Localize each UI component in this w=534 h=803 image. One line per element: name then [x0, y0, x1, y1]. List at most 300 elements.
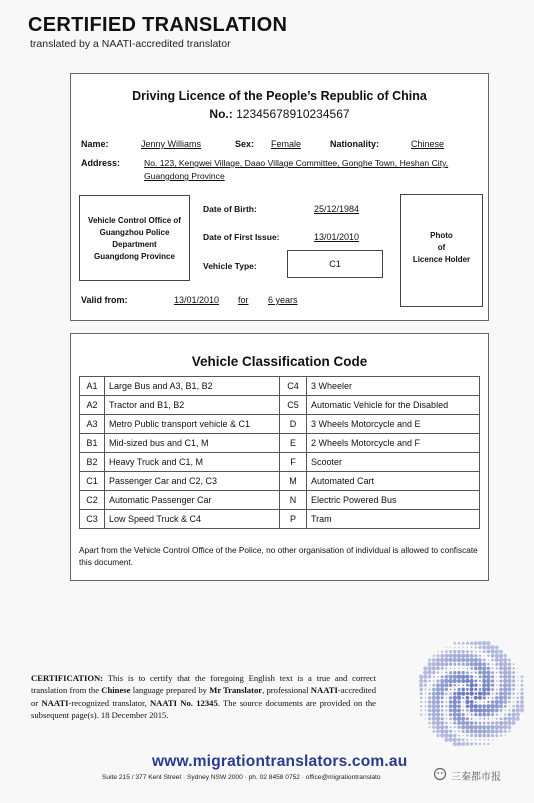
classification-row — [80, 472, 480, 491]
seal-dot — [423, 666, 427, 670]
name-label: Name: — [81, 139, 109, 149]
class-code: B1 — [80, 434, 105, 453]
seal-dot — [483, 718, 485, 720]
seal-dot — [496, 685, 497, 686]
seal-dot — [449, 684, 452, 687]
seal-dot — [499, 692, 503, 696]
seal-dot — [429, 680, 431, 682]
seal-dot — [516, 717, 520, 721]
seal-dot — [504, 710, 505, 711]
photo-line: of — [437, 243, 446, 252]
seal-dot — [482, 708, 486, 712]
seal-dot — [425, 714, 427, 716]
seal-dot — [491, 654, 495, 658]
seal-dot — [496, 739, 497, 740]
class-code: D — [280, 415, 307, 434]
seal-dot — [465, 675, 469, 679]
seal-dot — [448, 738, 452, 742]
website-link[interactable]: www.migrationtranslators.com.au — [152, 753, 408, 770]
seal-dot — [445, 667, 447, 669]
seal-dot — [453, 650, 456, 653]
seal-dot — [474, 641, 478, 645]
seal-dot — [474, 692, 477, 695]
seal-dot — [520, 688, 523, 691]
seal-dot — [441, 651, 443, 653]
seal-dot — [517, 693, 519, 695]
seal-dot — [445, 726, 448, 729]
seal-dot — [474, 722, 477, 725]
dob-value: 25/12/1984 — [314, 204, 360, 214]
seal-dot — [466, 739, 468, 741]
seal-dot — [428, 709, 432, 713]
seal-dot — [512, 671, 515, 674]
class-description: Heavy Truck and C1, M — [105, 453, 280, 472]
seal-dot — [457, 713, 461, 717]
seal-dot — [453, 671, 456, 674]
class-description: Mid-sized bus and C1, M — [105, 434, 280, 453]
seal-dot — [491, 675, 494, 678]
address-label: Address: — [81, 158, 121, 168]
seal-dot — [499, 721, 503, 725]
seal-dot — [461, 654, 465, 658]
seal-dot — [445, 693, 447, 695]
seal-dot — [478, 646, 481, 649]
seal-dot — [449, 663, 452, 666]
seal-dot — [470, 700, 474, 704]
office-line: Department — [112, 240, 157, 249]
licence-panel — [70, 73, 489, 321]
seal-dot — [495, 729, 499, 733]
seal-dot — [441, 709, 443, 711]
seal-dot — [441, 675, 444, 678]
seal-dot — [491, 722, 494, 725]
seal-dot — [469, 704, 473, 708]
seal-dot — [513, 701, 514, 702]
seal-dot — [517, 676, 518, 677]
seal-dot — [486, 671, 490, 675]
seal-dot — [440, 729, 444, 733]
seal-dot — [520, 708, 524, 712]
seal-dot — [457, 650, 460, 653]
seal-dot — [495, 725, 499, 729]
seal-dot — [478, 666, 482, 670]
seal-dot — [450, 647, 451, 648]
seal-dot — [440, 662, 444, 666]
seal-dot — [479, 701, 480, 702]
seal-dot — [503, 717, 507, 721]
seal-dot — [512, 692, 514, 694]
seal-dot — [463, 735, 464, 736]
seal-dot — [503, 700, 507, 704]
seal-dot — [512, 721, 516, 725]
seal-dot — [487, 701, 489, 703]
class-code: P — [280, 510, 307, 529]
seal-dot — [441, 667, 444, 670]
classification-row — [80, 453, 480, 472]
seal-dot — [512, 684, 515, 687]
seal-dot — [466, 742, 470, 746]
seal-dot — [420, 701, 422, 703]
seal-dot — [482, 725, 486, 729]
seal-dot — [486, 679, 490, 683]
seal-dot — [453, 679, 457, 683]
seal-dot — [512, 705, 514, 707]
seal-dot — [436, 662, 440, 666]
seal-dot — [487, 650, 491, 654]
seal-dot — [462, 709, 464, 711]
seal-dot — [507, 671, 511, 675]
seal-dot — [491, 659, 493, 661]
seal-dot — [449, 713, 452, 716]
seal-dot — [488, 739, 490, 741]
seal-dot — [444, 729, 448, 733]
seal-dot — [423, 670, 427, 674]
seal-dot — [508, 659, 511, 662]
wechat-icon — [434, 767, 448, 781]
seal-dot — [470, 734, 473, 737]
vehicle-type-box — [287, 250, 383, 278]
sex-label: Sex: — [235, 139, 255, 149]
seal-dot — [504, 714, 506, 716]
seal-dot — [471, 647, 473, 649]
seal-dot — [466, 696, 470, 700]
classification-row — [80, 491, 480, 510]
seal-dot — [495, 658, 499, 662]
seal-dot — [499, 650, 503, 654]
seal-dot — [503, 679, 507, 683]
seal-dot — [458, 688, 461, 691]
seal-dot — [482, 704, 486, 708]
cert-naati: NAATI — [310, 685, 338, 696]
seal-dot — [482, 662, 486, 666]
seal-dot — [507, 687, 511, 691]
seal-dot — [441, 713, 444, 716]
seal-dot — [454, 668, 455, 669]
seal-dot — [474, 704, 478, 708]
seal-dot — [520, 692, 523, 695]
seal-dot — [500, 709, 503, 712]
seal-dot — [470, 662, 474, 666]
class-code: C2 — [80, 491, 105, 510]
seal-dot — [461, 679, 465, 683]
seal-dot — [425, 697, 426, 698]
seal-dot — [504, 730, 507, 733]
seal-dot — [470, 688, 474, 692]
seal-dot — [496, 718, 498, 720]
nationality-value: Chinese — [411, 139, 445, 149]
seal-dot — [466, 709, 468, 711]
seal-dot — [449, 730, 452, 733]
seal-dot — [470, 667, 473, 670]
class-description: Automatic Passenger Car — [105, 491, 280, 510]
seal-dot — [424, 679, 428, 683]
licence-no-value: 12345678910234567 — [236, 107, 350, 121]
seal-dot — [491, 679, 494, 682]
seal-dot — [454, 688, 456, 690]
class-code: M — [280, 472, 307, 491]
photo-line: Licence Holder — [412, 255, 471, 264]
seal-dot — [471, 739, 472, 740]
seal-dot — [500, 675, 503, 678]
seal-dot — [503, 654, 507, 658]
seal-dot — [517, 668, 518, 669]
seal-dot — [446, 710, 448, 712]
seal-dot — [483, 659, 486, 662]
seal-dot — [446, 714, 447, 715]
class-description: Large Bus and A3, B1, B2 — [105, 377, 280, 396]
seal-dot — [432, 717, 436, 721]
seal-dot — [442, 672, 443, 673]
seal-dot — [470, 641, 473, 644]
seal-dot — [488, 659, 489, 660]
seal-dot — [441, 717, 444, 720]
seal-dot — [470, 654, 474, 658]
seal-dot — [503, 721, 507, 725]
seal-dot — [486, 704, 490, 708]
seal-dot — [440, 721, 444, 725]
seal-dot — [466, 671, 469, 674]
seal-dot — [429, 685, 430, 686]
seal-dot — [467, 714, 468, 715]
seal-dot — [482, 675, 486, 679]
seal-dot — [503, 658, 507, 662]
seal-dot — [499, 696, 503, 700]
seal-dot — [445, 662, 449, 666]
issuing-office-box — [79, 195, 190, 281]
seal-dot — [478, 704, 482, 708]
seal-dot — [491, 725, 495, 729]
class-code: A3 — [80, 415, 105, 434]
vehicle-type-value: C1 — [329, 259, 341, 269]
classification-row — [80, 510, 480, 529]
seal-dot — [450, 668, 451, 669]
seal-dot — [461, 721, 465, 725]
seal-dot — [521, 680, 524, 683]
classification-row — [80, 377, 480, 396]
seal-dot — [478, 725, 482, 729]
seal-dot — [478, 696, 482, 700]
seal-dot — [428, 713, 431, 716]
seal-dot — [432, 712, 436, 716]
seal-dot — [445, 722, 447, 724]
seal-dot — [470, 709, 474, 713]
seal-dot — [482, 683, 486, 687]
seal-dot — [511, 717, 515, 721]
seal-dot — [436, 708, 440, 712]
certified-translation-title: CERTIFIED TRANSLATION — [28, 14, 288, 36]
seal-dot — [453, 721, 456, 724]
seal-dot — [495, 704, 499, 708]
class-code: C1 — [80, 472, 105, 491]
first-issue-label: Date of First Issue: — [203, 232, 280, 242]
seal-dot — [513, 697, 515, 699]
seal-dot — [466, 642, 469, 645]
seal-dot — [448, 658, 452, 662]
seal-dot — [507, 683, 511, 687]
seal-dot — [446, 718, 447, 719]
seal-dot — [420, 696, 423, 699]
seal-dot — [483, 743, 485, 745]
seal-dot — [492, 693, 494, 695]
seal-dot — [457, 675, 461, 679]
class-code: B2 — [80, 453, 105, 472]
seal-dot — [496, 689, 498, 691]
seal-dot — [474, 696, 478, 700]
seal-dot — [457, 704, 460, 707]
seal-dot — [507, 717, 511, 721]
seal-dot — [462, 642, 465, 645]
seal-dot — [463, 701, 464, 702]
seal-dot — [482, 729, 486, 733]
seal-dot — [487, 663, 489, 665]
seal-dot — [474, 667, 478, 671]
seal-dot — [436, 700, 440, 704]
seal-dot — [432, 662, 436, 666]
seal-dot — [478, 658, 482, 662]
seal-dot — [462, 738, 465, 741]
class-description: Low Speed Truck & C4 — [105, 510, 280, 529]
address-line-1: No. 123, Kengwei Village, Daao Village Committee, Gonghe Town, Heshan City, — [144, 158, 449, 168]
licence-no-label: No.: — [209, 107, 233, 121]
seal-dot — [436, 654, 439, 657]
office-line: Guangdong Province — [94, 252, 175, 261]
class-description: 2 Wheels Motorcycle and F — [307, 434, 480, 453]
seal-dot — [507, 721, 511, 725]
seal-dot — [465, 658, 469, 662]
seal-dot — [461, 675, 465, 679]
seal-dot — [462, 697, 464, 699]
cert-text-part: language prepared by — [130, 685, 210, 696]
seal-dot — [436, 691, 440, 695]
seal-dot — [487, 667, 490, 670]
seal-dot — [487, 655, 489, 657]
seal-dot — [507, 679, 511, 683]
class-code: A2 — [80, 396, 105, 415]
class-description: Electric Powered Bus — [307, 491, 480, 510]
seal-dot — [500, 680, 503, 683]
seal-dot — [453, 696, 457, 700]
seal-dot — [517, 689, 518, 690]
certification-label: CERTIFICATION: — [31, 673, 104, 683]
seal-dot — [486, 683, 490, 687]
seal-dot — [432, 671, 435, 674]
cert-language: Chinese — [101, 685, 131, 696]
seal-dot — [420, 713, 422, 715]
seal-dot — [432, 725, 435, 728]
seal-dot — [469, 658, 473, 662]
seal-dot — [482, 645, 486, 649]
seal-dot — [503, 691, 507, 695]
seal-dot — [487, 692, 490, 695]
seal-dot — [425, 701, 427, 703]
seal-dot — [499, 662, 503, 666]
seal-dot — [449, 700, 453, 704]
seal-dot — [495, 721, 498, 724]
seal-dot — [432, 730, 435, 733]
seal-dot — [503, 675, 507, 679]
seal-dot — [449, 650, 452, 653]
seal-dot — [486, 708, 490, 712]
seal-dot — [491, 708, 495, 712]
seal-dot — [465, 700, 469, 704]
seal-dot — [479, 684, 481, 686]
seal-dot — [471, 718, 473, 720]
seal-dot — [495, 649, 499, 653]
seal-dot — [441, 696, 444, 699]
seal-dot — [474, 713, 477, 716]
seal-dot — [479, 680, 481, 682]
seal-dot — [492, 664, 493, 665]
seal-dot — [440, 692, 444, 696]
seal-dot — [440, 658, 444, 662]
seal-dot — [453, 712, 457, 716]
seal-dot — [440, 654, 444, 658]
valid-from-date: 13/01/2010 — [174, 295, 220, 305]
seal-dot — [496, 672, 497, 673]
seal-dot — [450, 726, 452, 728]
seal-dot — [482, 679, 486, 683]
seal-dot — [436, 696, 440, 700]
seal-dot — [516, 708, 520, 712]
seal-dot — [474, 729, 478, 733]
seal-dot — [458, 684, 460, 686]
seal-dot — [436, 683, 440, 687]
seal-dot — [513, 663, 515, 665]
seal-dot — [432, 721, 436, 725]
seal-dot — [479, 688, 482, 691]
seal-dot — [490, 704, 494, 708]
seal-dot — [444, 654, 448, 658]
seal-dot — [521, 684, 524, 687]
seal-dot — [440, 734, 444, 738]
seal-dot — [436, 717, 440, 721]
seal-dot — [420, 709, 422, 711]
cert-translator: Mr Translator — [209, 685, 263, 696]
seal-dot — [474, 734, 477, 737]
seal-dot — [503, 662, 507, 666]
seal-dot — [499, 729, 503, 733]
seal-dot — [508, 713, 511, 716]
seal-dot — [496, 676, 497, 677]
seal-dot — [453, 658, 457, 662]
seal-dot — [457, 658, 461, 662]
seal-dot — [486, 641, 490, 645]
seal-dot — [483, 722, 485, 724]
seal-dot — [423, 675, 427, 679]
seal-dot — [446, 647, 447, 648]
seal-dot — [419, 675, 423, 679]
seal-dot — [508, 725, 512, 729]
seal-dot — [432, 666, 436, 670]
seal-dot — [520, 696, 524, 700]
seal-dot — [466, 730, 470, 734]
seal-dot — [508, 709, 510, 711]
seal-dot — [488, 697, 490, 699]
seal-dot — [453, 704, 457, 708]
seal-dot — [428, 675, 431, 678]
seal-dot — [471, 714, 473, 716]
seal-dot — [474, 658, 478, 662]
seal-dot — [461, 658, 465, 662]
seal-dot — [508, 692, 512, 696]
seal-dot — [503, 725, 507, 729]
seal-dot — [457, 742, 461, 746]
seal-dot — [474, 743, 477, 746]
seal-dot — [512, 688, 515, 691]
seal-dot — [428, 700, 431, 703]
class-description: Scooter — [307, 453, 480, 472]
seal-dot — [440, 683, 444, 687]
